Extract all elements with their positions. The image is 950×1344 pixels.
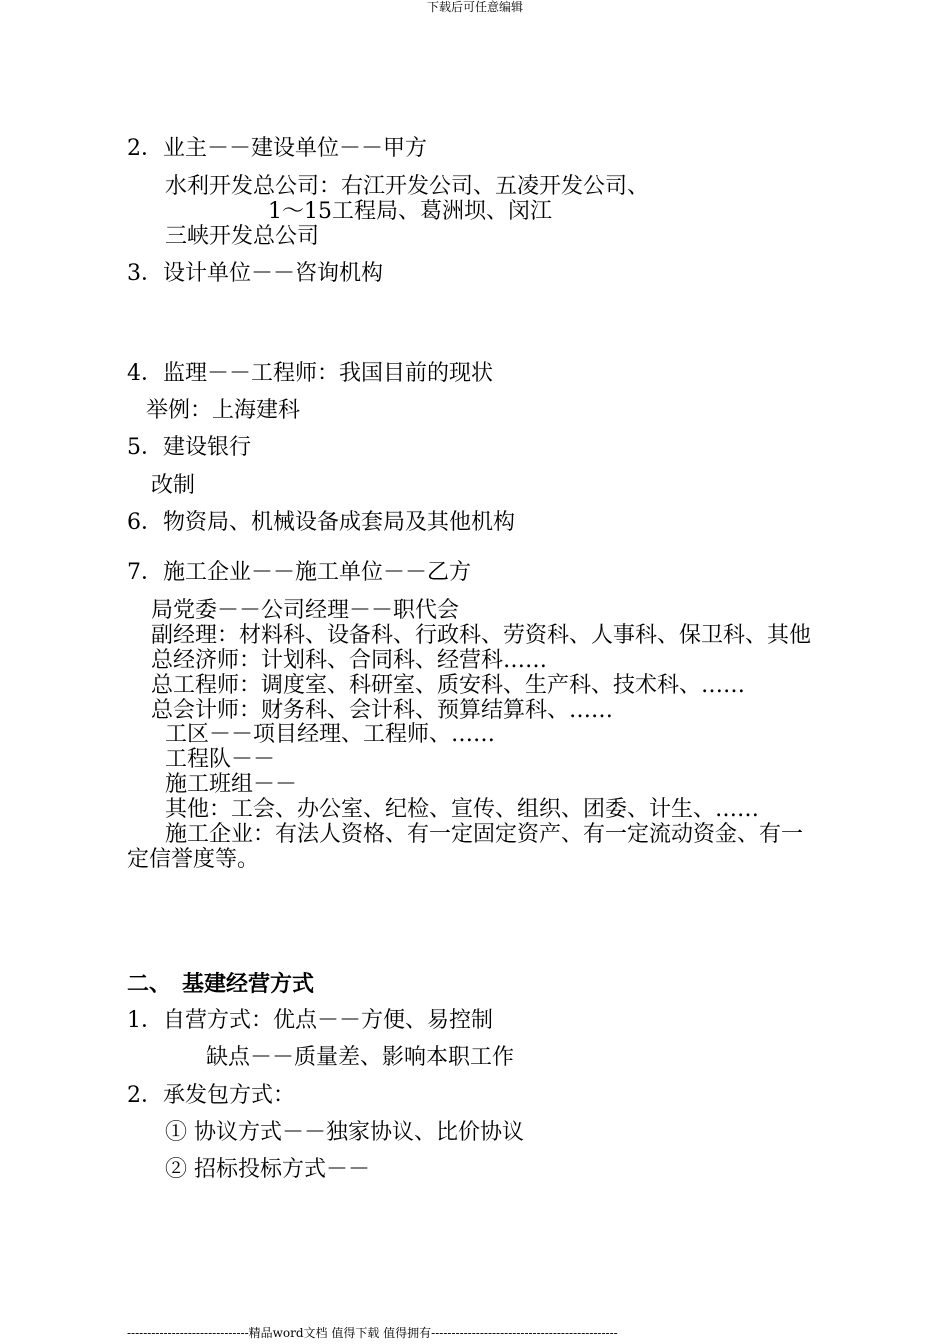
org-line-7: 工程队－－ (165, 747, 276, 772)
contracting-option-1: ① 协议方式－－独家协议、比价协议 (165, 1120, 524, 1145)
org-line-2: 副经理：材料科、设备科、行政科、劳资科、人事科、保卫科、其他 (151, 623, 812, 648)
org-line-8: 施工班组－－ (165, 772, 298, 797)
item-6-materials: 6．物资局、机械设备成套局及其他机构 (127, 510, 515, 535)
org-line-4: 总工程师：调度室、科研室、质安科、生产科、技术科、…… (151, 673, 746, 698)
org-line-9: 其他：工会、办公室、纪检、宣传、组织、团委、计生、…… (165, 797, 760, 822)
contractor-definition-line-2: 定信誉度等。 (127, 847, 260, 872)
supervision-example: 举例：上海建科 (146, 398, 301, 423)
item-4-supervision: 4．监理－－工程师：我国目前的现状 (127, 361, 493, 386)
item-3-design: 3．设计单位－－咨询机构 (127, 261, 383, 286)
item-2-owner: 2．业主－－建设单位－－甲方 (127, 136, 427, 161)
org-line-6: 工区－－项目经理、工程师、…… (165, 722, 496, 747)
item-1-self-operated: 1．自营方式：优点－－方便、易控制 (127, 1008, 493, 1033)
org-line-5: 总会计师：财务科、会计科、预算结算科、…… (151, 698, 614, 723)
contracting-option-2: ② 招标投标方式－－ (165, 1157, 370, 1182)
page-footer: ------------------------------精品word文档 值得下载 值得拥有---------------------------------------------- (127, 1326, 618, 1340)
page-header: 下载后可任意编辑 (426, 0, 523, 14)
org-line-3: 总经济师：计划科、合同科、经营科…… (151, 648, 548, 673)
item-7-contractor: 7．施工企业－－施工单位－－乙方 (127, 560, 471, 585)
item-5-bank: 5．建设银行 (127, 435, 251, 460)
item-2-contracting: 2．承发包方式： (127, 1083, 295, 1108)
contractor-definition-line-1: 施工企业：有法人资格、有一定固定资产、有一定流动资金、有一 (165, 822, 804, 847)
org-line-1: 局党委－－公司经理－－职代会 (151, 598, 460, 623)
bank-reform: 改制 (151, 473, 196, 498)
owner-list-line-3: 三峡开发总公司 (165, 224, 320, 249)
owner-list-line-2: 1～15工程局、葛洲坝、闵江 (268, 199, 552, 224)
section-heading: 二、 基建经营方式 (127, 971, 315, 997)
owner-list-line-1: 水利开发总公司：右江开发公司、五凌开发公司、 (165, 174, 650, 199)
self-operated-drawbacks: 缺点－－质量差、影响本职工作 (206, 1045, 515, 1070)
